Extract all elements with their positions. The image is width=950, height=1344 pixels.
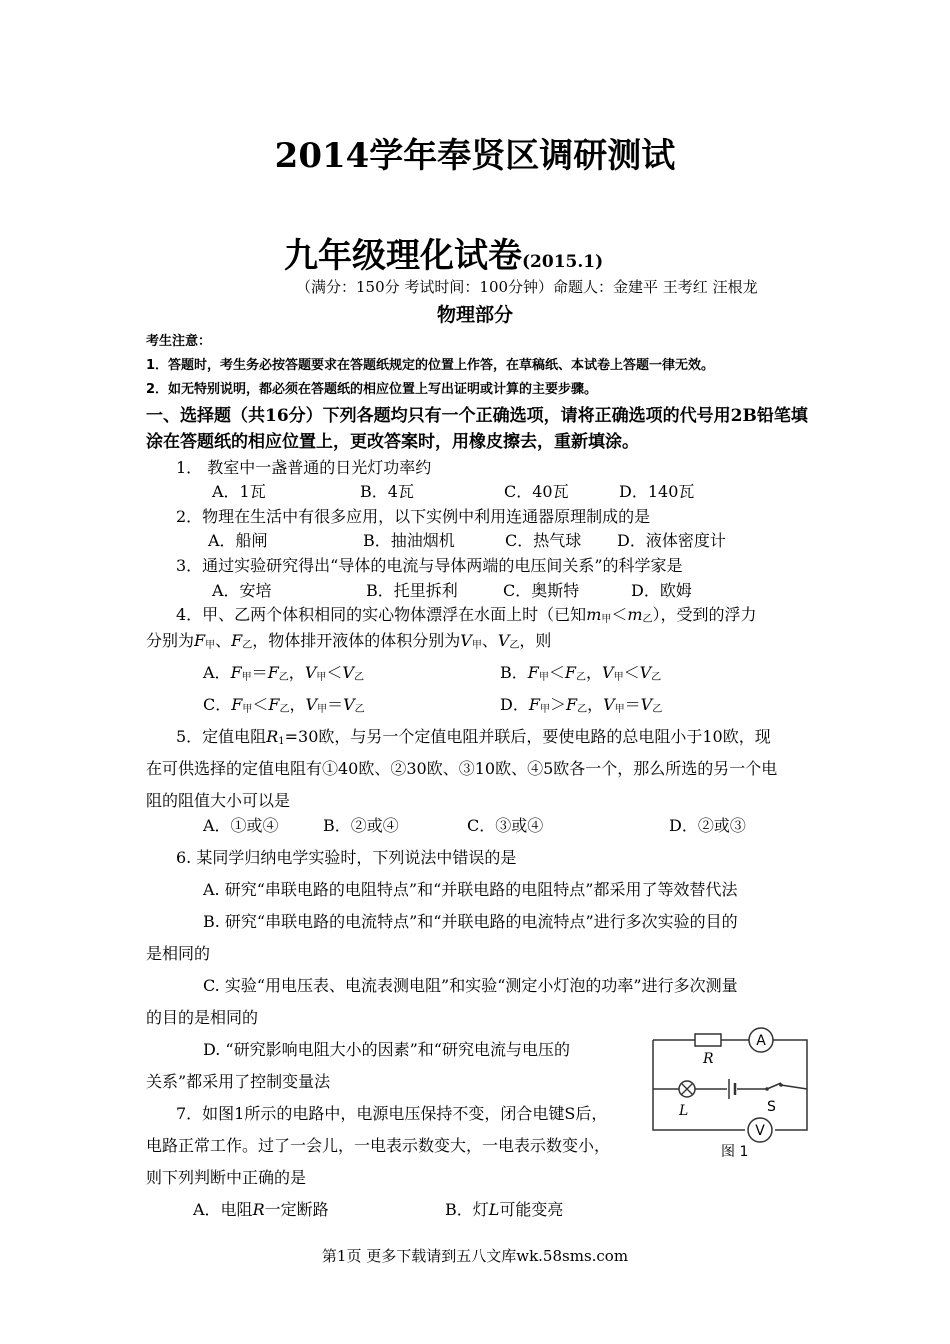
q4-V: V bbox=[460, 631, 472, 650]
q4-b-comma: ， bbox=[586, 663, 603, 682]
q4-b-s2: 乙 bbox=[576, 672, 586, 683]
q6-option-b-line1: B. 研究“串联电路的电流特点”和“并联电路的电流特点”进行多次实验的目的 bbox=[203, 912, 738, 931]
q4-lt: ＜ bbox=[611, 605, 628, 624]
q7-line1: 7．如图1所示的电路中，电源电压保持不变，闭合电键S后， bbox=[176, 1104, 608, 1123]
subtitle-text: 九年级理化试卷 bbox=[284, 236, 522, 276]
q4-line2-b: ，物体排开液体的体积分别为 bbox=[252, 631, 461, 650]
wire-mid-right bbox=[781, 1085, 807, 1089]
q6-option-b-line2: 是相同的 bbox=[146, 944, 211, 963]
q3-option-c: C．奥斯特 bbox=[503, 581, 580, 600]
q4-c-comma: ， bbox=[289, 695, 306, 714]
q2-stem: 2．物理在生活中有很多应用，以下实例中利用连通器原理制成的是 bbox=[176, 507, 651, 526]
q4-option-c bbox=[203, 692, 365, 715]
q1-option-c: C．40瓦 bbox=[504, 482, 569, 501]
q7-a-pre: A．电阻 bbox=[193, 1200, 253, 1219]
q4-c-s4: 乙 bbox=[354, 704, 365, 715]
q4-dun2: 、 bbox=[481, 631, 498, 650]
q3-option-d: D．欧姆 bbox=[631, 581, 692, 600]
q4-a-label: A． bbox=[203, 663, 231, 682]
q1-stem: 1． 教室中一盏普通的日光灯功率约 bbox=[176, 458, 432, 477]
q4-d-op1: ＞ bbox=[549, 695, 566, 714]
q4-a-s1: 甲 bbox=[241, 672, 252, 683]
q5-line1 bbox=[176, 724, 771, 747]
q4-c-s1: 甲 bbox=[242, 704, 253, 715]
q4-c-F2: F bbox=[268, 695, 280, 714]
q4-line1 bbox=[176, 602, 757, 625]
switch-lever bbox=[767, 1083, 781, 1089]
q4-c-op2: ＝ bbox=[327, 695, 344, 714]
q3-option-a: A．安培 bbox=[212, 581, 272, 600]
q4-option-d bbox=[500, 692, 662, 715]
ammeter-label: A bbox=[756, 1033, 766, 1049]
q6-option-a: A. 研究“串联电路的电阻特点”和“并联电路的电阻特点”都采用了等效替代法 bbox=[203, 880, 738, 899]
q4-c-s2: 乙 bbox=[279, 704, 290, 715]
resistor-symbol bbox=[695, 1034, 721, 1046]
q5-option-c: C．③或④ bbox=[467, 816, 544, 835]
section1-heading-line2: 涂在答题纸的相应位置上，更改答案时，用橡皮擦去，重新填涂。 bbox=[146, 432, 639, 452]
q4-option-a bbox=[203, 660, 364, 683]
q4-m: m bbox=[586, 605, 602, 624]
circuit-figure bbox=[645, 1025, 817, 1165]
q4-F2: F bbox=[231, 631, 243, 650]
q4-line2-a: 分别为 bbox=[146, 631, 195, 650]
exam-info: （满分：150分 考试时间：100分钟）命题人：金建平 王考红 汪根龙 bbox=[296, 278, 758, 296]
circuit-wires bbox=[653, 1040, 807, 1130]
q4-d-s3: 甲 bbox=[614, 704, 625, 715]
q7-option-a bbox=[193, 1197, 329, 1220]
q4-d-label: D． bbox=[500, 695, 529, 714]
q4-d-comma: ， bbox=[587, 695, 604, 714]
q7-a-post: 一定断路 bbox=[264, 1200, 329, 1219]
q4-b-op1: ＜ bbox=[548, 663, 565, 682]
q1-option-a: A．1瓦 bbox=[212, 482, 266, 501]
q5-option-b: B．②或④ bbox=[323, 816, 399, 835]
q3-stem: 3．通过实验研究得出“导体的电流与导体两端的电压间关系”的科学家是 bbox=[176, 556, 683, 575]
q4-a-comma: ， bbox=[288, 663, 305, 682]
q4-line1-text: 4．甲、乙两个体积相同的实心物体漂浮在水面上时（已知 bbox=[176, 605, 587, 624]
q4-d-s2: 乙 bbox=[577, 704, 588, 715]
q6-option-d-line2: 关系”都采用了控制变量法 bbox=[146, 1072, 331, 1091]
q4-F-yi: 乙 bbox=[242, 640, 253, 651]
q5-line2: 在可供选择的定值电阻有①40欧、②30欧、③10欧、④5欧各一个，那么所选的另一个电 bbox=[146, 759, 778, 778]
q2-option-d: D．液体密度计 bbox=[617, 531, 726, 550]
q4-d-F1: F bbox=[528, 695, 540, 714]
q6-option-d-line1: D. “研究影响电阻大小的因素”和“研究电流与电压的 bbox=[203, 1040, 570, 1059]
q4-b-V1: V bbox=[602, 663, 614, 682]
q4-d-op2: ＝ bbox=[624, 695, 641, 714]
switch-label: S bbox=[767, 1099, 776, 1115]
q7-option-b bbox=[445, 1197, 563, 1220]
q4-b-s3: 甲 bbox=[613, 672, 624, 683]
q7-b-pre: B．灯 bbox=[445, 1200, 489, 1219]
section-title: 物理部分 bbox=[436, 304, 513, 326]
q5-option-d: D．②或③ bbox=[669, 816, 746, 835]
q4-line1-end: ），受到的浮力 bbox=[652, 605, 757, 624]
q6-option-c-line2: 的目的是相同的 bbox=[146, 1008, 259, 1027]
q5-line1-b: =30欧，与另一个定值电阻并联后，要使电路的总电阻小于10欧，现 bbox=[284, 727, 771, 746]
q7-b-post: 可能变亮 bbox=[499, 1200, 564, 1219]
q4-V-yi: 乙 bbox=[509, 640, 520, 651]
q1-option-d: D．140瓦 bbox=[619, 482, 695, 501]
q4-b-s1: 甲 bbox=[538, 672, 549, 683]
q4-a-V1: V bbox=[304, 663, 317, 682]
q4-c-label: C． bbox=[203, 695, 232, 714]
q4-F-jia: 甲 bbox=[205, 640, 216, 651]
q5-line1-a: 5．定值电阻 bbox=[176, 727, 267, 746]
q4-b-label: B． bbox=[500, 663, 528, 682]
q4-d-F2: F bbox=[565, 695, 578, 714]
q7-a-R: R bbox=[252, 1200, 265, 1219]
q4-c-V2: V bbox=[343, 695, 355, 714]
q1-option-b: B．4瓦 bbox=[360, 482, 414, 501]
q4-option-b bbox=[500, 660, 661, 683]
q4-c-op1: ＜ bbox=[252, 695, 269, 714]
exam-title: 2014学年奉贤区调研测试 bbox=[274, 136, 676, 176]
q4-a-op1: ＝ bbox=[251, 663, 268, 682]
notice-heading: 考生注意： bbox=[146, 334, 212, 349]
q4-d-s4: 乙 bbox=[652, 704, 663, 715]
q4-a-s3: 甲 bbox=[316, 672, 327, 683]
figure-caption: 图 1 bbox=[721, 1144, 749, 1160]
q4-a-s4: 乙 bbox=[353, 672, 364, 683]
q4-sub-jia: 甲 bbox=[601, 614, 612, 625]
q4-b-F1: F bbox=[527, 663, 539, 682]
q5-line3: 阻的阻值大小可以是 bbox=[146, 791, 291, 810]
q4-b-s4: 乙 bbox=[651, 672, 662, 683]
lamp-label: L bbox=[679, 1103, 689, 1119]
q4-F: F bbox=[194, 631, 206, 650]
q6-stem: 6. 某同学归纳电学实验时，下列说法中错误的是 bbox=[176, 848, 517, 867]
q7-b-L: L bbox=[488, 1200, 500, 1219]
q3-option-b: B．托里拆利 bbox=[366, 581, 458, 600]
q4-a-op2: ＜ bbox=[326, 663, 343, 682]
q4-a-s2: 乙 bbox=[278, 672, 289, 683]
q4-sub-yi: 乙 bbox=[642, 614, 653, 625]
q4-m2: m bbox=[627, 605, 643, 624]
wire-left bbox=[653, 1040, 745, 1130]
page-footer: 第1页 更多下载请到五八文库wk.58sms.com bbox=[321, 1247, 629, 1265]
q5-option-a: A．①或④ bbox=[203, 816, 279, 835]
section1-heading-line1: 一、选择题（共16分）下列各题均只有一个正确选项，请将正确选项的代号用2B铅笔填 bbox=[146, 406, 808, 426]
q5-R: R bbox=[266, 727, 279, 746]
q4-d-V2: V bbox=[640, 695, 653, 714]
q4-c-F1: F bbox=[231, 695, 243, 714]
voltmeter-label: V bbox=[755, 1123, 765, 1139]
q4-V2: V bbox=[497, 631, 510, 650]
q2-option-a: A．船闸 bbox=[208, 531, 268, 550]
q4-a-V2: V bbox=[342, 663, 354, 682]
q4-c-V1: V bbox=[305, 695, 318, 714]
q5-R-sub: 1 bbox=[278, 736, 285, 747]
q2-option-c: C．热气球 bbox=[505, 531, 582, 550]
subtitle-date: (2015.1) bbox=[522, 252, 604, 272]
q2-option-b: B．抽油烟机 bbox=[363, 531, 455, 550]
q4-d-V1: V bbox=[603, 695, 615, 714]
q4-V-jia: 甲 bbox=[471, 640, 482, 651]
q7-line2: 电路正常工作。过了一会儿，一电表示数变大，一电表示数变小， bbox=[146, 1136, 611, 1155]
q4-c-s3: 甲 bbox=[317, 704, 328, 715]
q4-a-F2: F bbox=[267, 663, 279, 682]
notice-item-2: 2．如无特别说明，都必须在答题纸的相应位置上写出证明或计算的主要步骤。 bbox=[146, 382, 598, 397]
q4-dun: 、 bbox=[215, 631, 232, 650]
q4-b-F2: F bbox=[564, 663, 576, 682]
exam-subtitle bbox=[284, 228, 603, 277]
notice-item-1: 1．答题时，考生务必按答题要求在答题纸规定的位置上作答，在草稿纸、本试卷上答题一律无效。 bbox=[146, 358, 715, 373]
q6-option-c-line1: C. 实验“用电压表、电流表测电阻”和实验“测定小灯泡的功率”进行多次测量 bbox=[203, 976, 738, 995]
q7-line3: 则下列判断中正确的是 bbox=[146, 1168, 307, 1187]
q4-d-s1: 甲 bbox=[539, 704, 550, 715]
q4-line2-c: ，则 bbox=[519, 631, 552, 650]
resistor-label: R bbox=[703, 1051, 714, 1067]
q4-line2 bbox=[146, 628, 551, 651]
q4-b-op2: ＜ bbox=[623, 663, 640, 682]
q4-b-V2: V bbox=[639, 663, 652, 682]
q4-a-F1: F bbox=[230, 663, 242, 682]
